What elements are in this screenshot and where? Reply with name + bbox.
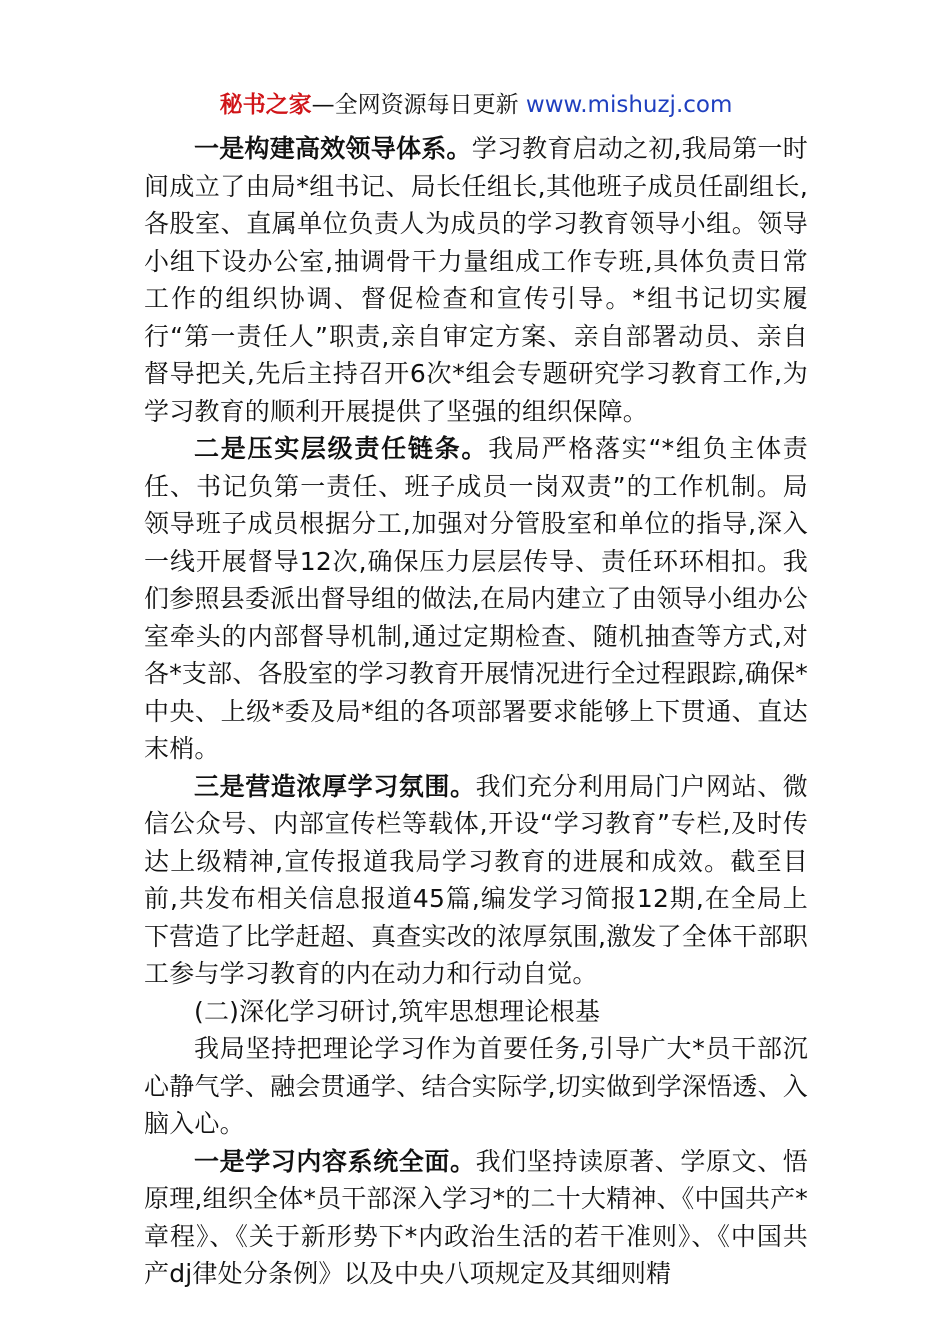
paragraph-body: 我们坚持读原著、学原文、悟原理,组织全体*员干部深入学习*的二十大精神、《中国共产*章程》、《关于新形势下*内政治生活的若干准则》、《中国共产dj律处分条例》以及中央八项规定及其细则精: [144, 1146, 809, 1288]
paragraph-body: 我局严格落实“*组负主体责任、书记负第一责任、班子成员一岗双责”的工作机制。局领导班子成员根据分工,加强对分管股室和单位的指导,深入一线开展督导12次,确保压力层层传导、责任环环相扣。我们参照县委派出督导组的做法,在局内建立了由领导小组办公室牵头的内部督导机制,通过定期检查、随机抽查等方式,对各*支部、各股室的学习教育开展情况进行全过程跟踪,确保*中央、上级*委及局*组的各项部署要求能够上下贯通、直达末梢。: [144, 434, 808, 763]
paragraph-body: 我们充分利用局门户网站、微信公众号、内部宣传栏等载体,开设“学习教育”专栏,及时传达上级精神,宣传报道我局学习教育的进展和成效。截至目前,共发布相关信息报道45篇,编发学习简报12期,在全局上下营造了比学赶超、真查实改的浓厚氛围,激发了全体干部职工参与学习教育的内在动力和行动自觉。: [144, 771, 809, 988]
paragraph-learning-atmosphere: [144, 768, 808, 993]
site-url-link[interactable]: www.mishuzj.com: [525, 92, 733, 118]
paragraph-body: 学习教育启动之初,我局第一时间成立了由局*组书记、局长任组长,其他班子成员任副组长,各股室、直属单位负责人为成员的学习教育领导小组。领导小组下设办公室,抽调骨干力量组成工作专班,具体负责日常工作的组织协调、督促检查和宣传引导。*组书记切实履行“第一责任人”职责,亲自审定方案、亲自部署动员、亲自督导把关,先后主持召开6次*组会专题研究学习教育工作,为学习教育的顺利开展提供了坚强的组织保障。: [144, 134, 809, 426]
paragraph-leadership-system: [144, 130, 808, 430]
section-heading: [144, 993, 808, 1031]
paragraph-lead: 一是学习内容系统全面。: [194, 1146, 476, 1176]
section-heading-text: (二)深化学习研讨,筑牢思想理论根基: [194, 996, 601, 1026]
paragraph-theory-study: [144, 1030, 808, 1143]
paragraph-responsibility-chain: [144, 430, 808, 768]
paragraph-body: 我局坚持把理论学习作为首要任务,引导广大*员干部沉心静气学、融会贯通学、结合实际学,切实做到学深悟透、入脑入心。: [144, 1034, 808, 1138]
paragraph-study-content: [144, 1143, 808, 1293]
site-header: [144, 88, 808, 122]
paragraph-lead: 二是压实层级责任链条。: [194, 434, 489, 463]
header-tagline: —全网资源每日更新: [311, 92, 519, 118]
brand-name: 秘书之家: [219, 92, 312, 118]
paragraph-lead: 三是营造浓厚学习氛围。: [194, 771, 476, 801]
paragraph-lead: 一是构建高效领导体系。: [194, 134, 472, 163]
